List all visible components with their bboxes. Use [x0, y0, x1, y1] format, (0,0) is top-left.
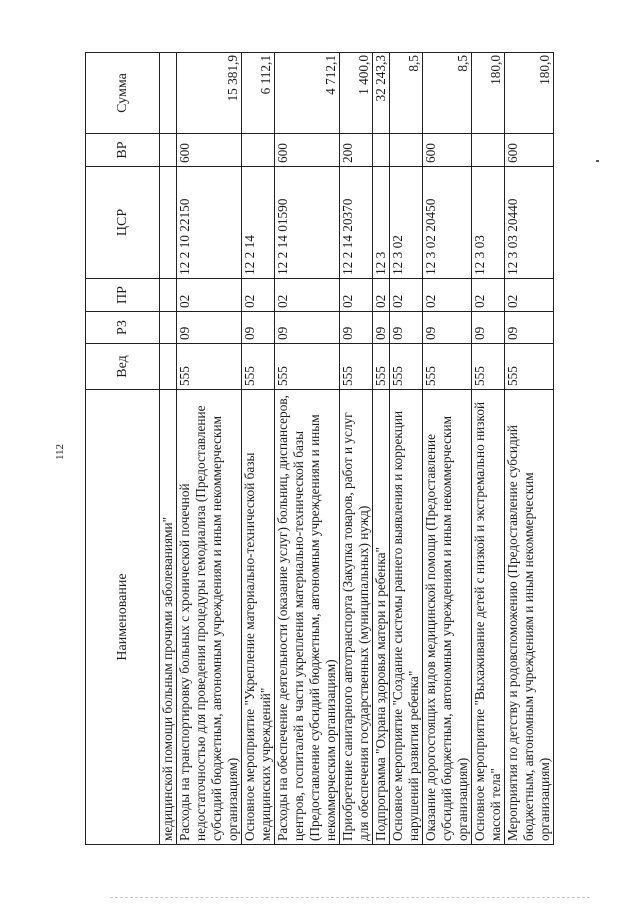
cell-rz: 09	[177, 312, 242, 344]
cell-pr: 02	[177, 279, 242, 312]
cell-ved: 555	[472, 344, 505, 390]
cell-rz: 09	[275, 312, 340, 344]
cell-pr	[160, 279, 177, 312]
cell-ved: 555	[275, 344, 340, 390]
cell-vr: 600	[275, 134, 340, 167]
cell-csr: 12 2 14 20370	[340, 167, 373, 279]
cell-csr: 12 3	[373, 167, 390, 279]
cell-pr: 02	[423, 279, 472, 312]
cell-vr: 600	[505, 134, 554, 167]
cell-pr: 02	[275, 279, 340, 312]
cell-vr: 600	[423, 134, 472, 167]
cell-sum: 180,0	[505, 53, 554, 134]
cell-rz: 09	[373, 312, 390, 344]
cell-ved: 555	[505, 344, 554, 390]
cell-sum	[160, 53, 177, 134]
cell-sum: 8,5	[423, 53, 472, 134]
cell-rz: 09	[340, 312, 373, 344]
cell-sum: 32 243,3	[373, 53, 390, 134]
cell-pr: 02	[472, 279, 505, 312]
cell-name: медицинской помощи больным прочими заболеваниями"	[160, 390, 177, 845]
table-row	[242, 53, 275, 845]
cell-rz: 09	[472, 312, 505, 344]
cell-pr: 02	[242, 279, 275, 312]
cell-ved	[160, 344, 177, 390]
cell-csr	[160, 167, 177, 279]
header-ved: Вед	[86, 344, 160, 390]
cell-csr: 12 3 03	[472, 167, 505, 279]
cell-ved: 555	[390, 344, 423, 390]
cell-pr: 02	[390, 279, 423, 312]
scan-speck	[596, 160, 599, 162]
cell-name: Подпрограмма "Охрана здоровья матери и ребенка"	[373, 390, 390, 845]
cell-vr	[160, 134, 177, 167]
cell-csr: 12 2 14	[242, 167, 275, 279]
cell-ved: 555	[373, 344, 390, 390]
cell-rz: 09	[242, 312, 275, 344]
cell-csr: 12 3 02	[390, 167, 423, 279]
cell-name: Основное мероприятие "Укрепление материально-технической базы медицинских учреждений"	[242, 390, 275, 845]
table-row	[472, 53, 505, 845]
scan-edge-mark	[110, 897, 590, 898]
cell-ved: 555	[423, 344, 472, 390]
budget-table	[85, 52, 554, 845]
cell-sum: 15 381,9	[177, 53, 242, 134]
cell-sum: 4 712,1	[275, 53, 340, 134]
cell-name: Мероприятия по детству и родовспоможению (Предоставление субсидий бюджетным, автономным учреждениям и иным некоммерческим организациям)	[505, 390, 554, 845]
table-row	[373, 53, 390, 845]
header-csr: ЦСР	[86, 167, 160, 279]
cell-sum: 8,5	[390, 53, 423, 134]
cell-ved: 555	[340, 344, 373, 390]
cell-ved: 555	[242, 344, 275, 390]
cell-name: Приобретение санитарного автотранспорта (Закупка товаров, работ и услуг для обеспечения государственных (муниципальных) нужд)	[340, 390, 373, 845]
cell-rz: 09	[505, 312, 554, 344]
cell-name: Расходы на транспортировку больных с хронической почечной недостаточностью для проведения процедуры гемодиализа (Предоставление субсидий бюджетным, автономным учреждениям и иным некоммерческим организациям)	[177, 390, 242, 845]
table-row	[505, 53, 554, 845]
cell-sum: 1 400,0	[340, 53, 373, 134]
cell-pr: 02	[373, 279, 390, 312]
cell-pr: 02	[505, 279, 554, 312]
table-row	[160, 53, 177, 845]
cell-name: Основное мероприятие "Создание системы раннего выявления и коррекции нарушений развития ребенка"	[390, 390, 423, 845]
page-number: 112	[54, 443, 66, 461]
cell-name: Расходы на обеспечение деятельности (оказание услуг) больниц, диспансеров, центров, госпиталей в части укрепления материально-технической базы (Предоставление субсидий бюджетным, автономным учреждениям и иным некоммерческим организациям)	[275, 390, 340, 845]
table-row	[423, 53, 472, 845]
cell-csr: 12 3 03 20440	[505, 167, 554, 279]
header-rz: РЗ	[86, 312, 160, 344]
table-row	[177, 53, 242, 845]
cell-sum: 6 112,1	[242, 53, 275, 134]
table-row	[390, 53, 423, 845]
cell-csr: 12 2 10 22150	[177, 167, 242, 279]
cell-vr: 200	[340, 134, 373, 167]
cell-rz: 09	[390, 312, 423, 344]
cell-vr	[472, 134, 505, 167]
cell-ved: 555	[177, 344, 242, 390]
header-name: Наименование	[86, 390, 160, 845]
table-header-row	[86, 53, 160, 845]
table-row	[340, 53, 373, 845]
cell-vr	[373, 134, 390, 167]
table-row	[275, 53, 340, 845]
cell-rz	[160, 312, 177, 344]
header-sum: Сумма	[86, 53, 160, 134]
cell-sum: 180,0	[472, 53, 505, 134]
cell-vr	[390, 134, 423, 167]
cell-csr: 12 3 02 20450	[423, 167, 472, 279]
header-pr: ПР	[86, 279, 160, 312]
cell-name: Оказание дорогостоящих видов медицинской помощи (Предоставление субсидий бюджетным, автономным учреждениям и иным некоммерческим организациям)	[423, 390, 472, 845]
header-vr: ВР	[86, 134, 160, 167]
cell-vr	[242, 134, 275, 167]
cell-csr: 12 2 14 01590	[275, 167, 340, 279]
cell-rz: 09	[423, 312, 472, 344]
rotated-table-container	[85, 53, 565, 845]
cell-vr: 600	[177, 134, 242, 167]
cell-name: Основное мероприятие "Выхаживание детей с низкой и экстремально низкой массой тела"	[472, 390, 505, 845]
cell-pr: 02	[340, 279, 373, 312]
